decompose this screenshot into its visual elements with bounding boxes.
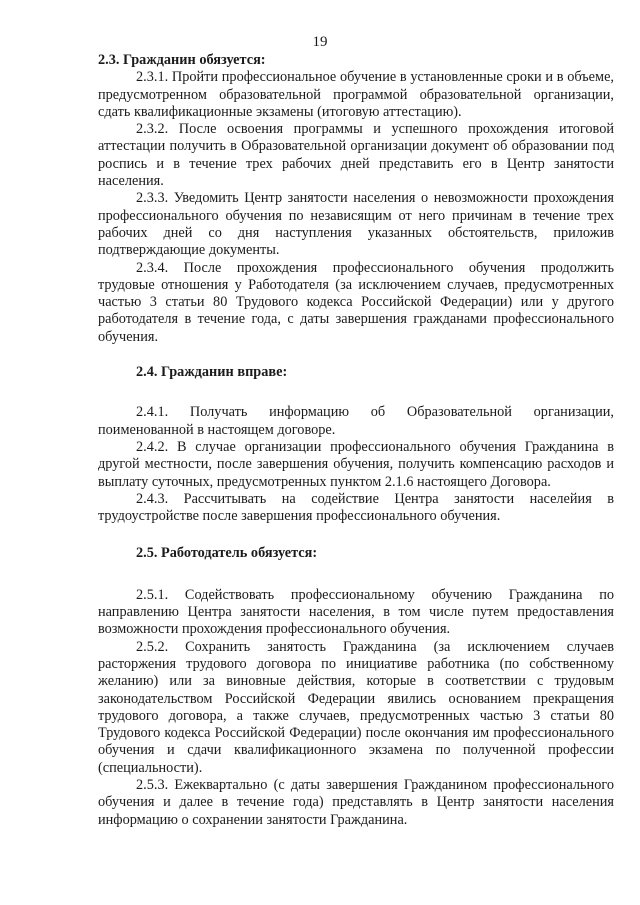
clause-2-4-3: 2.4.3. Рассчитывать на содействие Центра занятости населейия в трудоустройстве после завершения профессионального обучения. <box>98 490 614 525</box>
section-heading: 2.5. Работодатель обязуется: <box>136 545 318 562</box>
page-number: 19 <box>312 34 328 50</box>
section-2-3 <box>98 52 614 346</box>
clause-2-3-3: 2.3.3. Уведомить Центр занятости населения о невозможности прохождения профессионального обучения по независящим от него причинам в течение трех рабочих дней со дня наступления указанных обстоятельств, приложив подтверждающие документы. <box>98 190 614 259</box>
clause-2-4-1: 2.4.1. Получать информацию об Образовательной организации, поименованной в настоящем договоре. <box>98 404 614 438</box>
clause-2-3-2: 2.3.2. После освоения программы и успешного прохождения итоговой аттестации получить в Образовательной организации документ об образовании под роспись и в течение трех рабочих дней представить его в Центр занятости населения. <box>98 121 614 190</box>
section-2-4 <box>98 364 614 525</box>
section-2-5 <box>98 545 614 828</box>
clause-2-3-4: 2.3.4. После прохождения профессионального обучения продолжить трудовые отношения у Работодателя (за исключением случаев, предусмотренных частью 3 статьи 80 Трудового кодекса Российской Федерации) или у другого работодателя в течение года, с даты завершения гражданами профессионального обучения. <box>98 259 614 345</box>
clause-2-3-1: 2.3.1. Пройти профессиональное обучение в установленные сроки и в объеме, предусмотренном образовательной программой образовательной организации, сдать квалификационные экзамены (итоговую аттестацию). <box>98 69 614 120</box>
clause-2-5-2: 2.5.2. Сохранить занятость Гражданина (за исключением случаев расторжения трудового договора по инициативе работника (по собственному желанию) или за виновные действия, которые в соответствии с трудовым законодательством Российской Федерации явились основанием прекращения трудового договора, а также случаев, предусмотренных частью 3 статьи 80 Трудового кодекса Российской Федерации) после окончания им профессионального обучения и сдачи квалификационного экзамена по полученной профессии (специальности). <box>98 638 614 776</box>
clause-2-4-2: 2.4.2. В случае организации профессионального обучения Гражданина в другой местности, после завершения обучения, получить компенсацию расходов и выплату суточных, предусмотренных пунктом 2.1.6 настоящего Договора. <box>98 438 614 490</box>
document-body <box>98 52 614 829</box>
section-heading: 2.4. Гражданин вправе: <box>136 364 288 381</box>
clause-2-5-1: 2.5.1. Содействовать профессиональному обучению Гражданина по направлению Центра занятости населения, в том числе путем предоставления возможности прохождения профессионального обучения. <box>98 586 614 638</box>
section-heading: 2.3. Гражданин обязуется: <box>98 52 266 68</box>
clause-2-5-3: 2.5.3. Ежеквартально (с даты завершения Гражданином профессионального обучения и далее в течение года) представлять в Центр занятости населения информацию о сохранении занятости Гражданина. <box>98 776 614 828</box>
